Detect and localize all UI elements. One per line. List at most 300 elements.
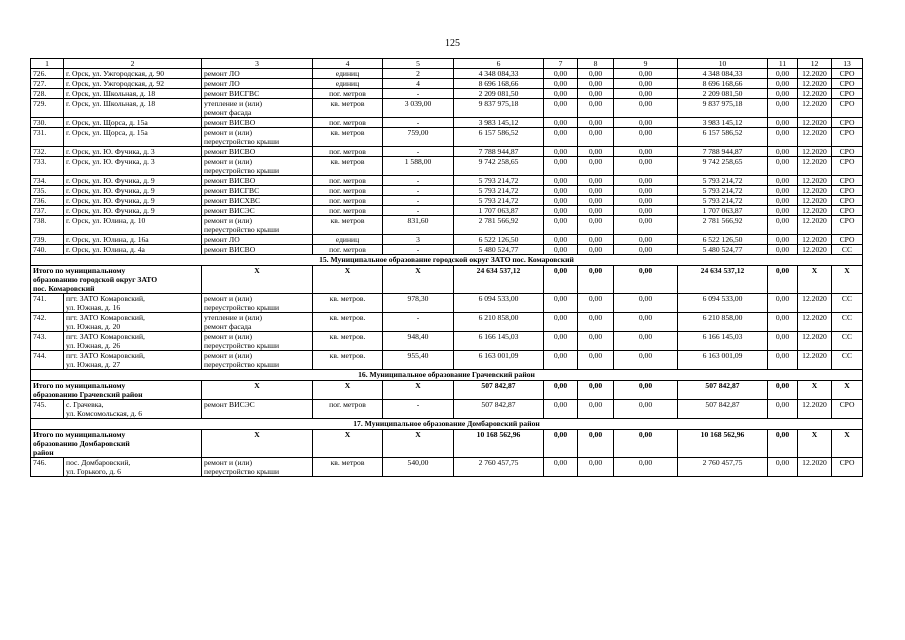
quantity-cell: X (383, 381, 454, 400)
value-cell-c8: 0,00 (578, 351, 614, 370)
value-cell-c10: 3 983 145,12 (678, 118, 768, 128)
address-line: г. Орск, ул. Школьная, д. 18 (66, 99, 156, 108)
work-type-line: ремонт ВИСГВС (204, 186, 260, 195)
value-cell-c13: СРО (832, 79, 863, 89)
unit-cell: пог. метров (313, 118, 383, 128)
value-cell-c10: 6 163 001,09 (678, 351, 768, 370)
table-row (31, 216, 863, 235)
address-line: г. Орск, ул. Ужгородская, д. 92 (66, 79, 165, 88)
value-cell-c11: 0,00 (768, 216, 798, 235)
value-cell-c13: СРО (832, 216, 863, 235)
subtotal-label-line: Итого по муниципальному (33, 266, 126, 275)
value-cell-c7: 0,00 (544, 313, 578, 332)
work-type-line: ремонт ВИСВО (204, 245, 256, 254)
value-cell-c7: 0,00 (544, 216, 578, 235)
value-cell-c11: 0,00 (768, 381, 798, 400)
value-cell-c9: 0,00 (614, 89, 678, 99)
value-cell-c8: 0,00 (578, 400, 614, 419)
value-cell-c11: 0,00 (768, 118, 798, 128)
work-type-line: переустройство крыши (204, 303, 280, 312)
value-cell-c12: 12.2020 (798, 351, 832, 370)
column-number: 3 (202, 59, 313, 69)
value-cell-c8: 0,00 (578, 294, 614, 313)
value-cell-c10: 1 707 063,87 (678, 206, 768, 216)
quantity-cell: - (383, 186, 454, 196)
column-number: 9 (614, 59, 678, 69)
section-title: 15. Муниципальное образование городской округ ЗАТО пос. Комаровский (31, 255, 863, 266)
address-cell (64, 245, 202, 255)
column-number: 7 (544, 59, 578, 69)
capital-repair-register-table (30, 58, 863, 477)
subtotal-row (31, 430, 863, 458)
work-type-cell (202, 118, 313, 128)
value-cell-c10: 5 480 524,77 (678, 245, 768, 255)
value-cell-c8: 0,00 (578, 235, 614, 245)
unit-cell: X (313, 381, 383, 400)
value-cell-c7: 0,00 (544, 332, 578, 351)
unit-cell: X (313, 430, 383, 458)
value-cell-c10: 2 781 566,92 (678, 216, 768, 235)
value-cell-c7: 0,00 (544, 196, 578, 206)
table-row (31, 69, 863, 79)
address-line: г. Орск, ул. Ю. Фучика, д. 9 (66, 186, 155, 195)
work-type-line: ремонт фасада (204, 108, 252, 117)
work-type-line: переустройство крыши (204, 225, 280, 234)
row-number: 740. (31, 245, 64, 255)
unit-cell: пог. метров (313, 206, 383, 216)
unit-cell: единиц (313, 235, 383, 245)
work-type-cell (202, 216, 313, 235)
address-line: пгт. ЗАТО Комаровский, (66, 332, 145, 341)
value-cell-c12: 12.2020 (798, 294, 832, 313)
value-cell-c10: 5 793 214,72 (678, 186, 768, 196)
quantity-cell: 540,00 (383, 458, 454, 477)
value-cell-c7: 0,00 (544, 147, 578, 157)
work-type-cell (202, 351, 313, 370)
work-type-line: утепление и (или) (204, 313, 263, 322)
value-cell-c11: 0,00 (768, 128, 798, 147)
subtotal-label-line: пос. Комаровский (33, 284, 95, 293)
value-cell-c8: 0,00 (578, 430, 614, 458)
address-line: ул. Южная, д. 27 (66, 360, 121, 369)
table-row (31, 186, 863, 196)
value-cell-c8: 0,00 (578, 332, 614, 351)
row-number: 745. (31, 400, 64, 419)
table-row (31, 351, 863, 370)
value-cell-c9: 0,00 (614, 196, 678, 206)
row-number: 744. (31, 351, 64, 370)
work-type-cell (202, 79, 313, 89)
value-cell-c11: 0,00 (768, 458, 798, 477)
work-type-line: переустройство крыши (204, 467, 280, 476)
address-cell (64, 216, 202, 235)
unit-cell: кв. метров. (313, 351, 383, 370)
value-cell-c6: 6 163 001,09 (454, 351, 544, 370)
address-cell (64, 351, 202, 370)
column-number-row (31, 59, 863, 69)
address-line: г. Орск, ул. Школьная, д. 18 (66, 89, 156, 98)
work-type-line: ремонт ВИСВО (204, 118, 256, 127)
work-type-cell: X (202, 430, 313, 458)
work-type-cell (202, 235, 313, 245)
value-cell-c12: X (798, 266, 832, 294)
work-type-cell (202, 206, 313, 216)
value-cell-c12: 12.2020 (798, 216, 832, 235)
table-row (31, 458, 863, 477)
work-type-line: ремонт ВИСЭС (204, 206, 255, 215)
address-line: ул. Южная, д. 16 (66, 303, 121, 312)
unit-cell: пог. метров (313, 89, 383, 99)
value-cell-c7: 0,00 (544, 294, 578, 313)
value-cell-c10: 6 157 586,52 (678, 128, 768, 147)
subtotal-label-line: образованию Грачевский район (33, 390, 143, 399)
value-cell-c12: 12.2020 (798, 118, 832, 128)
value-cell-c8: 0,00 (578, 147, 614, 157)
work-type-line: ремонт и (или) (204, 157, 252, 166)
value-cell-c11: 0,00 (768, 332, 798, 351)
value-cell-c7: 0,00 (544, 128, 578, 147)
value-cell-c12: 12.2020 (798, 157, 832, 176)
table-row (31, 245, 863, 255)
quantity-cell: - (383, 400, 454, 419)
value-cell-c7: 0,00 (544, 430, 578, 458)
work-type-line: ремонт и (или) (204, 351, 252, 360)
value-cell-c10: 6 094 533,00 (678, 294, 768, 313)
value-cell-c10: 9 837 975,18 (678, 99, 768, 118)
value-cell-c10: 8 696 168,66 (678, 79, 768, 89)
address-cell (64, 235, 202, 245)
value-cell-c10: 5 793 214,72 (678, 196, 768, 206)
row-number: 743. (31, 332, 64, 351)
address-line: г. Орск, ул. Ю. Фучика, д. 3 (66, 147, 155, 156)
work-type-line: ремонт ЛО (204, 69, 240, 78)
value-cell-c8: 0,00 (578, 381, 614, 400)
quantity-cell: 948,40 (383, 332, 454, 351)
table-row (31, 196, 863, 206)
table-row (31, 157, 863, 176)
address-line: пгт. ЗАТО Комаровский, (66, 351, 145, 360)
row-number: 736. (31, 196, 64, 206)
section-title: 17. Муниципальное образование Домбаровский район (31, 419, 863, 430)
value-cell-c13: СРО (832, 176, 863, 186)
row-number: 733. (31, 157, 64, 176)
address-line: ул. Горького, д. 6 (66, 467, 121, 476)
address-cell (64, 458, 202, 477)
column-number: 6 (454, 59, 544, 69)
work-type-line: ремонт ЛО (204, 79, 240, 88)
value-cell-c13: X (832, 266, 863, 294)
value-cell-c9: 0,00 (614, 128, 678, 147)
column-number: 12 (798, 59, 832, 69)
page-number: 125 (445, 38, 460, 49)
value-cell-c9: 0,00 (614, 313, 678, 332)
table-row (31, 176, 863, 186)
value-cell-c8: 0,00 (578, 99, 614, 118)
unit-cell: кв. метров. (313, 332, 383, 351)
address-line: г. Орск, ул. Юлина, д. 4а (66, 245, 145, 254)
quantity-cell: X (383, 266, 454, 294)
unit-cell: пог. метров (313, 176, 383, 186)
table-row (31, 332, 863, 351)
value-cell-c7: 0,00 (544, 206, 578, 216)
value-cell-c12: 12.2020 (798, 313, 832, 332)
value-cell-c11: 0,00 (768, 196, 798, 206)
value-cell-c7: 0,00 (544, 458, 578, 477)
value-cell-c9: 0,00 (614, 99, 678, 118)
value-cell-c9: 0,00 (614, 351, 678, 370)
row-number: 732. (31, 147, 64, 157)
address-line: с. Грачевка, (66, 400, 104, 409)
table-row (31, 128, 863, 147)
value-cell-c6: 6 522 126,50 (454, 235, 544, 245)
work-type-cell (202, 400, 313, 419)
value-cell-c10: 5 793 214,72 (678, 176, 768, 186)
value-cell-c6: 5 480 524,77 (454, 245, 544, 255)
unit-cell: кв. метров. (313, 313, 383, 332)
address-line: г. Орск, ул. Ю. Фучика, д. 9 (66, 176, 155, 185)
unit-cell: кв. метров (313, 157, 383, 176)
work-type-line: ремонт ВИСГВС (204, 89, 260, 98)
row-number: 737. (31, 206, 64, 216)
work-type-cell (202, 147, 313, 157)
value-cell-c8: 0,00 (578, 69, 614, 79)
work-type-cell: X (202, 266, 313, 294)
value-cell-c11: 0,00 (768, 245, 798, 255)
value-cell-c8: 0,00 (578, 128, 614, 147)
value-cell-c6: 8 696 168,66 (454, 79, 544, 89)
address-cell (64, 118, 202, 128)
address-line: пос. Домбаровский, (66, 458, 131, 467)
value-cell-c12: 12.2020 (798, 99, 832, 118)
value-cell-c9: 0,00 (614, 216, 678, 235)
work-type-line: ремонт и (или) (204, 128, 252, 137)
row-number: 746. (31, 458, 64, 477)
value-cell-c12: X (798, 430, 832, 458)
address-line: г. Орск, ул. Юлина, д. 16а (66, 235, 149, 244)
value-cell-c11: 0,00 (768, 79, 798, 89)
unit-cell: единиц (313, 79, 383, 89)
quantity-cell: - (383, 206, 454, 216)
value-cell-c7: 0,00 (544, 266, 578, 294)
quantity-cell: - (383, 89, 454, 99)
section-header-row (31, 370, 863, 381)
address-line: г. Орск, ул. Ю. Фучика, д. 3 (66, 157, 155, 166)
value-cell-c7: 0,00 (544, 400, 578, 419)
work-type-line: утепление и (или) (204, 99, 263, 108)
value-cell-c11: 0,00 (768, 294, 798, 313)
work-type-cell (202, 186, 313, 196)
row-number: 738. (31, 216, 64, 235)
unit-cell: пог. метров (313, 400, 383, 419)
value-cell-c11: 0,00 (768, 430, 798, 458)
value-cell-c9: 0,00 (614, 79, 678, 89)
table-row (31, 206, 863, 216)
value-cell-c7: 0,00 (544, 157, 578, 176)
value-cell-c13: СРО (832, 196, 863, 206)
value-cell-c12: X (798, 381, 832, 400)
unit-cell: кв. метров (313, 458, 383, 477)
value-cell-c13: СРО (832, 89, 863, 99)
quantity-cell: - (383, 118, 454, 128)
address-cell (64, 157, 202, 176)
value-cell-c8: 0,00 (578, 118, 614, 128)
value-cell-c10: 6 210 858,00 (678, 313, 768, 332)
value-cell-c7: 0,00 (544, 69, 578, 79)
value-cell-c13: СРО (832, 157, 863, 176)
value-cell-c10: 6 522 126,50 (678, 235, 768, 245)
value-cell-c6: 4 348 084,33 (454, 69, 544, 79)
value-cell-c8: 0,00 (578, 186, 614, 196)
value-cell-c12: 12.2020 (798, 458, 832, 477)
value-cell-c12: 12.2020 (798, 89, 832, 99)
work-type-cell (202, 128, 313, 147)
value-cell-c11: 0,00 (768, 400, 798, 419)
value-cell-c11: 0,00 (768, 176, 798, 186)
value-cell-c6: 1 707 063,87 (454, 206, 544, 216)
section-header-row (31, 419, 863, 430)
value-cell-c8: 0,00 (578, 176, 614, 186)
work-type-cell (202, 313, 313, 332)
work-type-cell (202, 294, 313, 313)
work-type-cell (202, 176, 313, 186)
value-cell-c12: 12.2020 (798, 245, 832, 255)
work-type-cell: X (202, 381, 313, 400)
value-cell-c6: 5 793 214,72 (454, 186, 544, 196)
value-cell-c9: 0,00 (614, 381, 678, 400)
value-cell-c9: 0,00 (614, 294, 678, 313)
value-cell-c9: 0,00 (614, 157, 678, 176)
value-cell-c6: 2 209 081,50 (454, 89, 544, 99)
address-line: г. Орск, ул. Ю. Фучика, д. 9 (66, 206, 155, 215)
address-line: г. Орск, ул. Щорса, д. 15а (66, 128, 148, 137)
subtotal-row (31, 266, 863, 294)
row-number: 730. (31, 118, 64, 128)
table-row (31, 118, 863, 128)
address-line: г. Орск, ул. Ужгородская, д. 90 (66, 69, 165, 78)
value-cell-c6: 3 983 145,12 (454, 118, 544, 128)
value-cell-c9: 0,00 (614, 147, 678, 157)
value-cell-c11: 0,00 (768, 186, 798, 196)
work-type-line: переустройство крыши (204, 341, 280, 350)
value-cell-c12: 12.2020 (798, 79, 832, 89)
address-line: г. Орск, ул. Юлина, д. 10 (66, 216, 146, 225)
table-row (31, 235, 863, 245)
work-type-cell (202, 99, 313, 118)
address-line: ул. Южная, д. 20 (66, 322, 121, 331)
value-cell-c12: 12.2020 (798, 206, 832, 216)
work-type-line: ремонт ВИСВО (204, 176, 256, 185)
value-cell-c12: 12.2020 (798, 400, 832, 419)
value-cell-c10: 2 209 081,50 (678, 89, 768, 99)
unit-cell: пог. метров (313, 196, 383, 206)
row-number: 728. (31, 89, 64, 99)
value-cell-c11: 0,00 (768, 99, 798, 118)
value-cell-c11: 0,00 (768, 235, 798, 245)
section-title: 16. Муниципальное образование Грачевский район (31, 370, 863, 381)
row-number: 729. (31, 99, 64, 118)
value-cell-c13: СРО (832, 400, 863, 419)
address-line: пгт. ЗАТО Комаровский, (66, 294, 145, 303)
value-cell-c13: СС (832, 294, 863, 313)
value-cell-c6: 6 094 533,00 (454, 294, 544, 313)
value-cell-c7: 0,00 (544, 118, 578, 128)
address-cell (64, 196, 202, 206)
work-type-line: ремонт ЛО (204, 235, 240, 244)
value-cell-c9: 0,00 (614, 458, 678, 477)
value-cell-c7: 0,00 (544, 176, 578, 186)
value-cell-c13: СРО (832, 118, 863, 128)
subtotal-label (31, 381, 202, 400)
work-type-line: ремонт фасада (204, 322, 252, 331)
quantity-cell: 3 (383, 235, 454, 245)
quantity-cell: 4 (383, 79, 454, 89)
quantity-cell: - (383, 147, 454, 157)
value-cell-c9: 0,00 (614, 186, 678, 196)
value-cell-c7: 0,00 (544, 381, 578, 400)
work-type-cell (202, 458, 313, 477)
row-number: 741. (31, 294, 64, 313)
work-type-line: ремонт и (или) (204, 216, 252, 225)
work-type-line: переустройство крыши (204, 166, 280, 175)
address-cell (64, 147, 202, 157)
value-cell-c6: 6 166 145,03 (454, 332, 544, 351)
value-cell-c13: СРО (832, 128, 863, 147)
value-cell-c11: 0,00 (768, 266, 798, 294)
unit-cell: единиц (313, 69, 383, 79)
value-cell-c13: СС (832, 245, 863, 255)
row-number: 726. (31, 69, 64, 79)
value-cell-c9: 0,00 (614, 176, 678, 186)
work-type-line: переустройство крыши (204, 360, 280, 369)
subtotal-label-line: Итого по муниципальному (33, 430, 126, 439)
value-cell-c9: 0,00 (614, 206, 678, 216)
unit-cell: пог. метров (313, 245, 383, 255)
table-row (31, 400, 863, 419)
value-cell-c8: 0,00 (578, 313, 614, 332)
value-cell-c9: 0,00 (614, 235, 678, 245)
address-cell (64, 128, 202, 147)
quantity-cell: 2 (383, 69, 454, 79)
work-type-line: ремонт и (или) (204, 332, 252, 341)
address-line: ул. Комсомольская, д. 6 (66, 409, 143, 418)
value-cell-c8: 0,00 (578, 196, 614, 206)
value-cell-c12: 12.2020 (798, 128, 832, 147)
table-row (31, 89, 863, 99)
work-type-line: ремонт ВИСХВС (204, 196, 261, 205)
value-cell-c7: 0,00 (544, 79, 578, 89)
work-type-cell (202, 196, 313, 206)
value-cell-c10: 2 760 457,75 (678, 458, 768, 477)
subtotal-label (31, 266, 202, 294)
value-cell-c10: 7 788 944,87 (678, 147, 768, 157)
value-cell-c10: 9 742 258,65 (678, 157, 768, 176)
address-cell (64, 79, 202, 89)
subtotal-row (31, 381, 863, 400)
address-cell (64, 186, 202, 196)
column-number: 5 (383, 59, 454, 69)
quantity-cell: - (383, 196, 454, 206)
value-cell-c11: 0,00 (768, 69, 798, 79)
work-type-line: ремонт и (или) (204, 458, 252, 467)
quantity-cell: 759,00 (383, 128, 454, 147)
row-number: 742. (31, 313, 64, 332)
unit-cell: кв. метров (313, 99, 383, 118)
value-cell-c13: СРО (832, 186, 863, 196)
work-type-line: ремонт ВИСВО (204, 147, 256, 156)
address-cell (64, 313, 202, 332)
address-cell (64, 89, 202, 99)
unit-cell: кв. метров. (313, 294, 383, 313)
